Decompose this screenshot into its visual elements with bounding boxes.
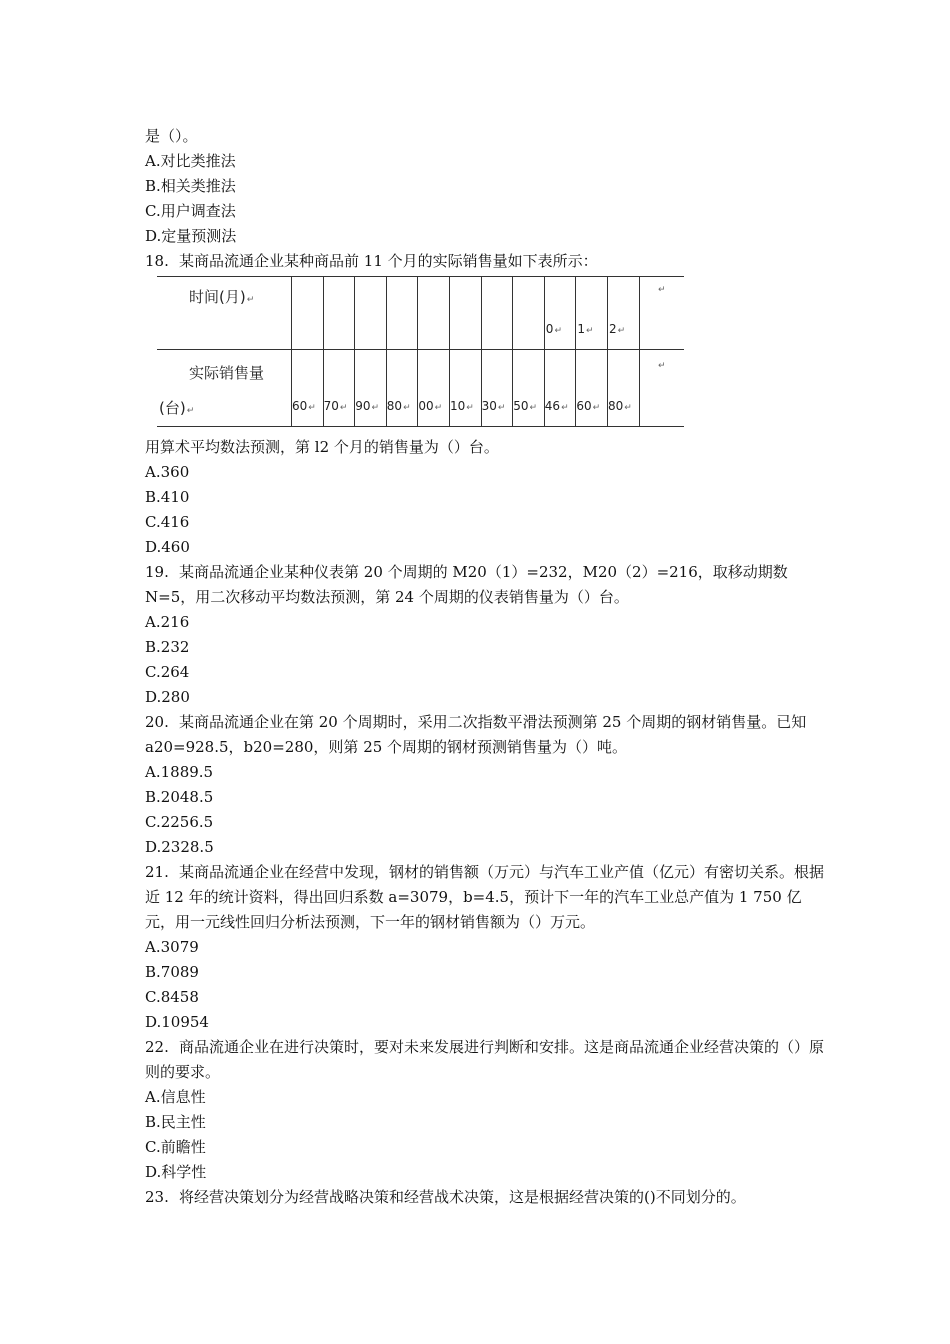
question-18 bbox=[145, 249, 825, 274]
question-stem: 某商品流通企业某种商品前 11 个月的实际销售量如下表所示： bbox=[179, 252, 598, 270]
question-stem: 将经营决策划分为经营战略决策和经营战术决策，这是根据经营决策的()不同划分的。 bbox=[179, 1188, 746, 1206]
option-b: B.7089 bbox=[145, 963, 199, 981]
option-a: A.3079 bbox=[145, 938, 199, 956]
table-bottom-border bbox=[157, 426, 684, 427]
sales-cell: 80↵ bbox=[608, 399, 632, 413]
question-followup: 用算术平均数法预测，第 l2 个月的销售量为（）台。 bbox=[145, 438, 499, 456]
unit-label: (台)↵ bbox=[159, 399, 195, 417]
text-line: 是（）。 bbox=[145, 127, 198, 145]
time-label: 时间(月)↵ bbox=[189, 288, 255, 306]
question-20 bbox=[145, 710, 825, 760]
table-column-divider bbox=[639, 276, 640, 426]
option-a: A.1889.5 bbox=[145, 763, 214, 781]
sales-cell: 80↵ bbox=[386, 399, 411, 413]
row-end-mark: ↵ bbox=[658, 361, 666, 371]
sales-cell: 70↵ bbox=[323, 399, 348, 413]
question-number: 23. bbox=[145, 1188, 169, 1206]
option-d: D.280 bbox=[145, 688, 190, 706]
time-cell: 2↵ bbox=[609, 322, 626, 336]
option-b: B.相关类推法 bbox=[145, 177, 236, 195]
option-d: D.460 bbox=[145, 538, 190, 556]
question-21 bbox=[145, 860, 825, 935]
option-a: A.360 bbox=[145, 463, 190, 481]
sales-cell: 10↵ bbox=[450, 399, 474, 413]
sales-cell: 46↵ bbox=[544, 399, 569, 413]
question-stem: 某商品流通企业在第 20 个周期时，采用二次指数平滑法预测第 25 个周期的钢材销售量。已知 a20=928.5，b20=280，则第 25 个周期的钢材预测销售量为（）吨。 bbox=[145, 713, 807, 756]
option-b: B.232 bbox=[145, 638, 190, 656]
question-19 bbox=[145, 560, 825, 610]
question-22 bbox=[145, 1035, 825, 1085]
option-b: B.2048.5 bbox=[145, 788, 214, 806]
option-c: C.416 bbox=[145, 513, 190, 531]
document-page bbox=[145, 124, 825, 1210]
sales-table bbox=[157, 276, 687, 431]
option-a: A.信息性 bbox=[145, 1088, 206, 1106]
question-number: 21. bbox=[145, 863, 169, 881]
option-c: C.264 bbox=[145, 663, 190, 681]
option-c: C.前瞻性 bbox=[145, 1138, 206, 1156]
option-d: D.10954 bbox=[145, 1013, 209, 1031]
sales-cell: 90↵ bbox=[355, 399, 380, 413]
option-c: C.用户调查法 bbox=[145, 202, 236, 220]
sales-cell: 30↵ bbox=[481, 399, 506, 413]
time-cell: 1↵ bbox=[577, 322, 594, 336]
question-stem: 商品流通企业在进行决策时，要对未来发展进行判断和安排。这是商品流通企业经营决策的（）原则的要求。 bbox=[145, 1038, 825, 1081]
table-top-border bbox=[157, 276, 684, 277]
option-c: C.2256.5 bbox=[145, 813, 214, 831]
option-b: B.410 bbox=[145, 488, 190, 506]
time-cell: 0↵ bbox=[545, 322, 562, 336]
option-d: D.2328.5 bbox=[145, 838, 214, 856]
sales-cell: 50↵ bbox=[513, 399, 538, 413]
sales-cell: 00↵ bbox=[418, 399, 443, 413]
option-a: A.对比类推法 bbox=[145, 152, 236, 170]
sales-cell: 60↵ bbox=[576, 399, 601, 413]
option-d: D.科学性 bbox=[145, 1163, 207, 1181]
question-stem: 某商品流通企业在经营中发现，钢材的销售额（万元）与汽车工业产值（亿元）有密切关系。根据近 12 年的统计资料，得出回归系数 a=3079，b=4.5，预计下一年的汽车工业总产值为 1 750 亿元，用一元线性回归分析法预测，下一年的钢材销售额为（）万元。 bbox=[145, 863, 825, 931]
option-c: C.8458 bbox=[145, 988, 199, 1006]
option-d: D.定量预测法 bbox=[145, 227, 237, 245]
sales-cell: 60↵ bbox=[292, 399, 316, 413]
option-b: B.民主性 bbox=[145, 1113, 206, 1131]
question-number: 22. bbox=[145, 1038, 169, 1056]
sales-label: 实际销售量 bbox=[189, 364, 265, 382]
table-middle-border bbox=[157, 349, 684, 350]
question-number: 20. bbox=[145, 713, 169, 731]
question-number: 19. bbox=[145, 563, 169, 581]
question-number: 18. bbox=[145, 252, 169, 270]
row-end-mark: ↵ bbox=[658, 285, 666, 295]
option-a: A.216 bbox=[145, 613, 190, 631]
question-stem: 某商品流通企业某种仪表第 20 个周期的 M20（1）=232，M20（2）=216，取移动期数 N=5，用二次移动平均数法预测，第 24 个周期的仪表销售量为（）台。 bbox=[145, 563, 788, 606]
question-23 bbox=[145, 1185, 825, 1210]
